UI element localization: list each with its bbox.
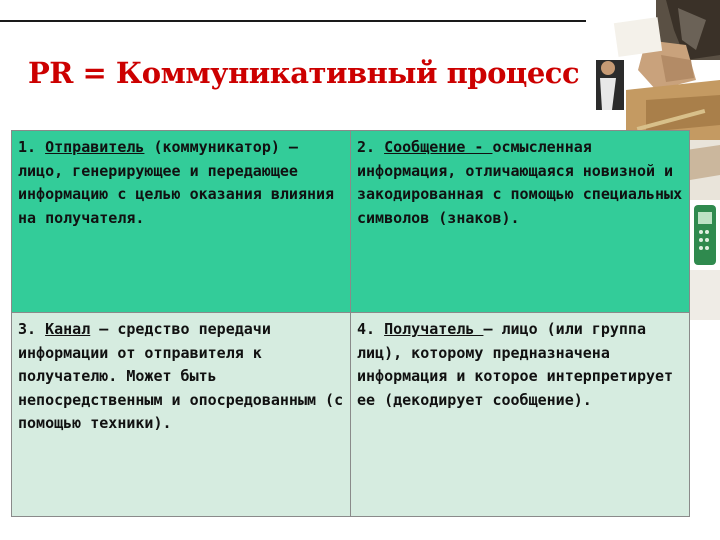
item-term: Отправитель xyxy=(45,138,145,156)
item-text: – средство передачи информации от отправителя к получателю. Может быть непосредственным и опосредованным (с помощью техники). xyxy=(18,320,344,432)
item-text: (коммуникатор) – лицо, генерирующее и передающее информацию с целью оказания влияния на получателя. xyxy=(18,138,335,227)
item-number: 3. xyxy=(18,320,46,338)
slide-title: PR = Коммуникативный процесс xyxy=(28,56,580,90)
table-row xyxy=(12,131,690,313)
item-term: Получатель xyxy=(384,320,484,338)
table-row xyxy=(12,313,690,517)
item-text: – лицо (или группа лиц), которому предназначена информация и которое интерпретирует ее (декодирует сообщение). xyxy=(357,320,674,409)
cell-sender xyxy=(12,131,351,313)
item-number: 4. xyxy=(357,320,385,338)
item-text: осмысленная информация, отличающаяся новизной и закодированная с помощью специальных символов (знаков). xyxy=(357,138,683,227)
item-number: 2. xyxy=(357,138,385,156)
cell-message xyxy=(351,131,690,313)
item-term: Сообщение - xyxy=(384,138,493,156)
item-number: 1. xyxy=(18,138,46,156)
cell-receiver xyxy=(351,313,690,517)
content-table xyxy=(11,130,690,517)
cell-channel xyxy=(12,313,351,517)
top-divider xyxy=(0,20,650,22)
item-term: Канал xyxy=(45,320,91,338)
